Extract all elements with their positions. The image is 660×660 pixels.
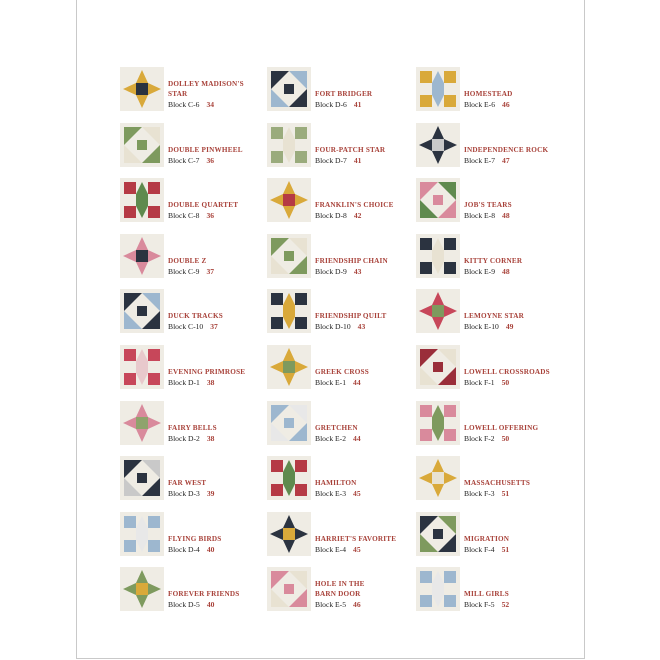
- block-entry: [416, 512, 566, 558]
- block-code: Block C-9: [168, 266, 200, 276]
- block-code: Block F-2: [464, 433, 495, 443]
- quilt-block-image: [416, 345, 460, 389]
- block-entry: [416, 234, 566, 280]
- page-number: 37: [206, 266, 215, 276]
- block-code: Block D-1: [168, 378, 200, 387]
- block-entry: [120, 123, 270, 169]
- block-name: MIGRATION: [464, 534, 510, 543]
- quilt-block-image: [416, 67, 460, 111]
- block-entry: [416, 456, 566, 502]
- block-label-line: [315, 489, 425, 499]
- block-caption: [464, 423, 574, 444]
- quilt-block-image: [416, 289, 460, 333]
- block-label-line: [315, 600, 425, 610]
- block-entry: [120, 345, 270, 391]
- block-code: Block C-8: [168, 211, 200, 221]
- block-entry: [416, 567, 566, 613]
- page-number: 48: [502, 266, 510, 276]
- block-name: HAMILTON: [315, 479, 357, 488]
- quilt-block-image: [267, 123, 311, 167]
- page-number: 34: [206, 100, 215, 109]
- block-name: FRANKLIN'S CHOICE: [315, 201, 394, 210]
- page-number: 49: [505, 322, 514, 332]
- block-caption: [315, 200, 425, 221]
- block-entry: [120, 178, 270, 224]
- page-number: 46: [353, 600, 361, 610]
- block-name: HOLE IN THE BARN DOOR: [315, 580, 365, 599]
- block-code: Block E-1: [315, 378, 347, 387]
- block-label-line: [464, 267, 574, 277]
- quilt-block-image: [120, 234, 164, 278]
- block-name: KITTY CORNER: [464, 256, 523, 265]
- block-caption: [464, 89, 574, 110]
- block-name: FRIENDSHIP CHAIN: [315, 256, 388, 265]
- block-entry: [267, 123, 417, 169]
- block-name: DOUBLE Z: [168, 256, 207, 265]
- block-label-line: [315, 156, 425, 166]
- block-caption: [464, 200, 574, 221]
- block-label-line: [168, 267, 278, 277]
- quilt-block-image: [416, 456, 460, 500]
- block-label-line: [464, 600, 574, 610]
- block-name: FOREVER FRIENDS: [168, 590, 240, 599]
- page-number: 38: [206, 378, 215, 387]
- block-code: Block C-7: [168, 155, 200, 165]
- block-code: Block C-10: [168, 322, 204, 332]
- block-label-line: [168, 489, 278, 499]
- block-entry: [416, 123, 566, 169]
- quilt-block-image: [416, 512, 460, 556]
- quilt-block-image: [416, 401, 460, 445]
- block-name: JOB'S TEARS: [464, 201, 512, 210]
- block-code: Block C-6: [168, 100, 200, 109]
- quilt-block-image: [267, 512, 311, 556]
- block-name: FORT BRIDGER: [315, 90, 373, 98]
- block-name: LEMOYNE STAR: [464, 312, 524, 321]
- page-number: 47: [502, 155, 510, 165]
- block-name: HARRIET'S FAVORITE: [315, 534, 397, 543]
- quilt-block-image: [120, 401, 164, 445]
- quilt-block-image: [416, 234, 460, 278]
- block-entry: [120, 512, 270, 558]
- block-label-line: [168, 211, 278, 221]
- block-label-line: [464, 489, 574, 499]
- quilt-block-image: [416, 123, 460, 167]
- block-caption: [315, 256, 425, 277]
- block-entry: [267, 512, 417, 558]
- quilt-block-image: [267, 289, 311, 333]
- block-entry: [267, 234, 417, 280]
- block-label-line: [464, 434, 574, 444]
- page-number: 36: [206, 211, 215, 221]
- block-code: Block E-8: [464, 211, 496, 221]
- block-caption: [168, 534, 278, 555]
- block-entry: [267, 456, 417, 502]
- block-caption: [315, 311, 425, 332]
- block-entry: [120, 67, 270, 113]
- block-name: FAR WEST: [168, 479, 207, 488]
- block-name: GRETCHEN: [315, 423, 358, 432]
- block-name: FOUR-PATCH STAR: [315, 145, 386, 154]
- block-code: Block D-10: [315, 322, 351, 332]
- block-entry: [120, 567, 270, 613]
- quilt-block-image: [416, 178, 460, 222]
- block-name: MASSACHUSETTS: [464, 479, 531, 488]
- block-code: Block D-4: [168, 544, 200, 554]
- block-label-line: [168, 600, 278, 610]
- block-caption: [168, 589, 278, 610]
- page-number: 51: [501, 489, 510, 499]
- block-caption: [315, 423, 425, 444]
- block-code: Block D-3: [168, 489, 200, 499]
- block-code: Block E-10: [464, 322, 499, 332]
- block-caption: [168, 200, 278, 221]
- block-label-line: [168, 434, 278, 444]
- block-caption: [464, 311, 574, 332]
- block-code: Block E-4: [315, 544, 347, 554]
- block-name: LOWELL OFFERING: [464, 423, 539, 432]
- block-label-line: [168, 322, 278, 332]
- block-entry: [416, 178, 566, 224]
- block-code: Block D-6: [315, 100, 347, 109]
- quilt-block-image: [120, 289, 164, 333]
- block-label-line: [315, 211, 425, 221]
- page-number: 50: [501, 378, 510, 387]
- quilt-block-image: [267, 345, 311, 389]
- block-name: DUCK TRACKS: [168, 312, 223, 321]
- block-code: Block E-5: [315, 600, 347, 610]
- block-label-line: [315, 434, 425, 444]
- page-number: 46: [502, 100, 510, 109]
- block-caption: [464, 145, 574, 166]
- block-entry: [267, 567, 417, 613]
- block-entry: [416, 67, 566, 113]
- page-number: 37: [210, 322, 218, 332]
- block-caption: [464, 256, 574, 277]
- block-code: Block D-5: [168, 600, 200, 610]
- block-caption: [315, 89, 425, 110]
- page-number: 45: [353, 544, 361, 554]
- block-code: Block D-8: [315, 211, 347, 221]
- block-label-line: [168, 100, 278, 110]
- block-caption: [315, 367, 425, 388]
- block-entry: [416, 401, 566, 447]
- block-label-line: [168, 378, 278, 388]
- block-caption: [315, 579, 425, 610]
- block-code: Block D-2: [168, 433, 200, 443]
- block-name: DOUBLE QUARTET: [168, 201, 239, 210]
- page-number: 48: [502, 211, 510, 221]
- block-label-line: [464, 378, 574, 388]
- block-label-line: [464, 100, 574, 110]
- block-entry: [416, 345, 566, 391]
- page-number: 40: [206, 544, 215, 554]
- block-caption: [464, 367, 574, 388]
- block-caption: [168, 145, 278, 166]
- block-name: FLYING BIRDS: [168, 534, 222, 543]
- page-number: 44: [353, 378, 361, 387]
- block-entry: [120, 456, 270, 502]
- page-number: 40: [206, 600, 215, 610]
- block-entry: [120, 234, 270, 280]
- page-number: 36: [206, 155, 215, 165]
- block-code: Block E-2: [315, 433, 347, 443]
- block-entry: [267, 345, 417, 391]
- block-entry: [267, 178, 417, 224]
- block-label-line: [464, 322, 574, 332]
- block-name: INDEPENDENCE ROCK: [464, 145, 549, 154]
- page-number: 44: [353, 433, 361, 443]
- page-number: 43: [357, 322, 366, 332]
- block-entry: [267, 67, 417, 113]
- block-code: Block E-6: [464, 100, 496, 109]
- block-caption: [315, 478, 425, 499]
- block-code: Block D-9: [315, 266, 347, 276]
- block-entry: [267, 289, 417, 335]
- block-label-line: [168, 545, 278, 555]
- block-caption: [315, 145, 425, 166]
- block-name: DOUBLE PINWHEEL: [168, 145, 243, 154]
- block-code: Block D-7: [315, 155, 347, 165]
- quilt-block-image: [120, 567, 164, 611]
- block-entry: [416, 289, 566, 335]
- block-label-line: [464, 156, 574, 166]
- block-caption: [464, 478, 574, 499]
- page-number: 41: [353, 155, 362, 165]
- quilt-block-image: [120, 123, 164, 167]
- page-number: 41: [353, 100, 362, 109]
- page-number: 51: [501, 544, 510, 554]
- quilt-block-image: [267, 401, 311, 445]
- block-name: HOMESTEAD: [464, 90, 513, 98]
- page-number: 38: [206, 433, 215, 443]
- block-caption: [168, 311, 278, 332]
- block-label-line: [315, 378, 425, 388]
- page-number: 43: [353, 266, 362, 276]
- block-label-line: [464, 211, 574, 221]
- page-number: 50: [501, 433, 510, 443]
- page-number: 45: [353, 489, 361, 499]
- quilt-block-image: [267, 456, 311, 500]
- quilt-block-image: [416, 567, 460, 611]
- block-name: MILL GIRLS: [464, 590, 509, 599]
- block-code: Block F-3: [464, 489, 495, 499]
- block-name: FRIENDSHIP QUILT: [315, 312, 387, 321]
- quilt-block-image: [267, 178, 311, 222]
- block-label-line: [315, 267, 425, 277]
- page-number: 42: [353, 211, 362, 221]
- quilt-block-image: [267, 67, 311, 111]
- block-name: LOWELL CROSSROADS: [464, 368, 550, 376]
- block-name: DOLLEY MADISON'S STAR: [168, 80, 244, 98]
- block-entry: [120, 401, 270, 447]
- quilt-block-image: [120, 345, 164, 389]
- block-label-line: [315, 100, 425, 110]
- block-label-line: [464, 545, 574, 555]
- quilt-block-image: [120, 456, 164, 500]
- block-caption: [168, 256, 278, 277]
- quilt-block-image: [120, 178, 164, 222]
- page-number: 39: [206, 489, 215, 499]
- quilt-block-image: [267, 234, 311, 278]
- block-caption: [315, 534, 425, 555]
- block-caption: [168, 478, 278, 499]
- block-caption: [168, 79, 278, 110]
- quilt-block-image: [120, 67, 164, 111]
- block-entry: [120, 289, 270, 335]
- quilt-block-image: [120, 512, 164, 556]
- block-code: Block E-7: [464, 155, 496, 165]
- block-label-line: [315, 545, 425, 555]
- block-code: Block E-3: [315, 489, 347, 499]
- block-caption: [168, 423, 278, 444]
- block-entry: [267, 401, 417, 447]
- block-caption: [464, 534, 574, 555]
- block-caption: [464, 589, 574, 610]
- block-code: Block F-5: [464, 600, 495, 610]
- page-number: 52: [501, 600, 510, 610]
- block-label-line: [315, 322, 425, 332]
- block-code: Block F-1: [464, 378, 495, 387]
- block-name: FAIRY BELLS: [168, 423, 217, 432]
- block-caption: [168, 367, 278, 388]
- block-code: Block F-4: [464, 544, 495, 554]
- block-code: Block E-9: [464, 266, 496, 276]
- block-name: GREEK CROSS: [315, 368, 369, 376]
- block-label-line: [168, 156, 278, 166]
- book-page: [76, 0, 585, 659]
- block-name: EVENING PRIMROSE: [168, 368, 246, 376]
- quilt-block-image: [267, 567, 311, 611]
